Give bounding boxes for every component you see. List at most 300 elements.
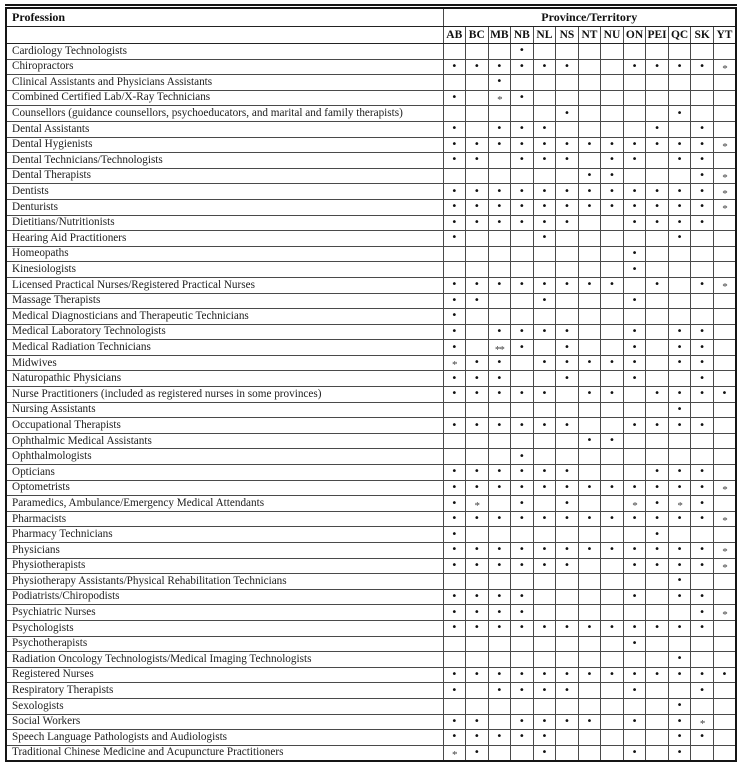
mark-cell-bc <box>466 168 489 184</box>
mark-cell-mb <box>488 511 511 527</box>
regulation-mark: • <box>654 528 660 540</box>
mark-cell-nt <box>578 371 601 387</box>
mark-cell-mb <box>488 59 511 75</box>
mark-cell-yt <box>713 340 736 356</box>
mark-cell-bc <box>466 75 489 91</box>
mark-cell-ab <box>443 121 466 137</box>
mark-cell-pei <box>646 75 669 91</box>
mark-cell-mb <box>488 324 511 340</box>
regulation-mark: • <box>541 747 548 759</box>
mark-cell-mb <box>488 496 511 512</box>
mark-cell-mb <box>488 714 511 730</box>
table-row <box>6 433 736 449</box>
table-row <box>6 543 736 559</box>
mark-cell-ab <box>443 402 466 418</box>
table-row <box>6 574 736 590</box>
column-header-nb: NB <box>511 27 534 44</box>
mark-cell-mb <box>488 387 511 403</box>
mark-cell-sk <box>691 698 714 714</box>
regulation-mark: • <box>631 372 638 384</box>
regulation-mark: • <box>541 294 548 306</box>
mark-cell-ns <box>556 511 579 527</box>
regulation-mark: • <box>609 622 615 634</box>
regulation-mark: • <box>451 591 458 603</box>
mark-cell-ns <box>556 371 579 387</box>
regulation-mark: • <box>563 622 570 634</box>
regulation-mark: • <box>496 325 503 337</box>
regulation-mark: • <box>563 341 570 353</box>
mark-cell-ab <box>443 418 466 434</box>
regulation-mark: • <box>586 170 593 182</box>
mark-cell-ab <box>443 324 466 340</box>
regulation-mark: • <box>699 216 706 228</box>
regulation-mark: • <box>586 185 593 197</box>
regulation-mark: • <box>654 60 660 72</box>
mark-cell-sk <box>691 605 714 621</box>
mark-cell-ab <box>443 730 466 746</box>
regulation-mark: • <box>473 185 480 197</box>
profession-cell: Medical Diagnosticians and Therapeutic Technicians <box>6 309 443 325</box>
mark-cell-nb <box>511 184 534 200</box>
mark-cell-nl <box>533 574 556 590</box>
regulation-mark: • <box>631 341 638 353</box>
profession-cell: Podiatrists/Chiropodists <box>6 589 443 605</box>
mark-cell-qc <box>668 636 691 652</box>
regulation-mark: • <box>676 107 683 119</box>
regulation-mark: • <box>563 325 570 337</box>
regulation-mark: • <box>451 513 458 525</box>
mark-cell-yt <box>713 371 736 387</box>
mark-cell-qc <box>668 683 691 699</box>
mark-cell-nt <box>578 75 601 91</box>
regulation-mark: • <box>699 388 706 400</box>
mark-cell-nt <box>578 153 601 169</box>
mark-cell-bc <box>466 698 489 714</box>
table-row <box>6 355 736 371</box>
regulation-mark: • <box>654 279 660 291</box>
regulation-mark: • <box>518 684 525 696</box>
mark-cell-sk <box>691 730 714 746</box>
mark-cell-nl <box>533 121 556 137</box>
mark-cell-mb <box>488 355 511 371</box>
mark-cell-pei <box>646 465 669 481</box>
mark-cell-sk <box>691 714 714 730</box>
mark-cell-on <box>623 262 646 278</box>
mark-cell-nb <box>511 667 534 683</box>
mark-cell-nb <box>511 558 534 574</box>
mark-cell-nt <box>578 527 601 543</box>
mark-cell-ab <box>443 714 466 730</box>
regulation-mark: • <box>654 559 660 571</box>
mark-cell-nt <box>578 246 601 262</box>
regulation-mark: • <box>631 669 638 681</box>
regulation-mark: • <box>451 544 458 556</box>
mark-cell-on <box>623 90 646 106</box>
mark-cell-nl <box>533 355 556 371</box>
regulation-mark: • <box>496 684 503 696</box>
regulation-mark: • <box>473 201 480 213</box>
mark-cell-nt <box>578 418 601 434</box>
table-row <box>6 652 736 668</box>
mark-cell-qc <box>668 714 691 730</box>
mark-cell-mb <box>488 402 511 418</box>
mark-cell-nl <box>533 402 556 418</box>
column-header-bc: BC <box>466 27 489 44</box>
mark-cell-bc <box>466 137 489 153</box>
mark-cell-sk <box>691 636 714 652</box>
regulation-mark: * <box>497 94 502 107</box>
mark-cell-mb <box>488 75 511 91</box>
mark-cell-on <box>623 667 646 683</box>
mark-cell-qc <box>668 589 691 605</box>
mark-cell-ns <box>556 433 579 449</box>
table-row <box>6 605 736 621</box>
regulation-mark: • <box>518 559 525 571</box>
mark-cell-ab <box>443 683 466 699</box>
mark-cell-nb <box>511 340 534 356</box>
regulation-mark: • <box>541 684 548 696</box>
mark-cell-yt <box>713 667 736 683</box>
regulation-mark: • <box>631 684 638 696</box>
mark-cell-bc <box>466 574 489 590</box>
regulation-mark: • <box>631 513 638 525</box>
table-row <box>6 402 736 418</box>
regulation-mark: • <box>631 248 638 260</box>
column-header-nl: NL <box>533 27 556 44</box>
empty-header-cell <box>6 27 443 44</box>
mark-cell-sk <box>691 745 714 761</box>
mark-cell-ab <box>443 59 466 75</box>
mark-cell-nl <box>533 480 556 496</box>
mark-cell-nl <box>533 449 556 465</box>
regulation-mark: • <box>473 544 480 556</box>
regulation-mark: • <box>676 653 683 665</box>
mark-cell-qc <box>668 698 691 714</box>
mark-cell-bc <box>466 90 489 106</box>
regulation-mark: • <box>518 216 525 228</box>
mark-cell-nu <box>601 714 624 730</box>
mark-cell-nb <box>511 371 534 387</box>
regulation-mark: • <box>699 669 706 681</box>
mark-cell-nb <box>511 44 534 60</box>
mark-cell-pei <box>646 698 669 714</box>
mark-cell-on <box>623 683 646 699</box>
mark-cell-mb <box>488 246 511 262</box>
mark-cell-nu <box>601 667 624 683</box>
mark-cell-yt <box>713 698 736 714</box>
mark-cell-bc <box>466 59 489 75</box>
regulation-mark: * <box>722 546 727 559</box>
mark-cell-ns <box>556 262 579 278</box>
mark-cell-nb <box>511 199 534 215</box>
mark-cell-ns <box>556 714 579 730</box>
mark-cell-bc <box>466 449 489 465</box>
mark-cell-on <box>623 449 646 465</box>
regulation-mark: • <box>631 747 638 759</box>
mark-cell-pei <box>646 137 669 153</box>
mark-cell-bc <box>466 496 489 512</box>
mark-cell-nl <box>533 511 556 527</box>
mark-cell-yt <box>713 75 736 91</box>
regulation-mark: • <box>654 185 660 197</box>
mark-cell-nb <box>511 480 534 496</box>
regulation-mark: • <box>676 559 683 571</box>
regulation-mark: • <box>541 715 548 727</box>
mark-cell-nb <box>511 215 534 231</box>
regulation-mark: • <box>586 388 593 400</box>
mark-cell-bc <box>466 683 489 699</box>
mark-cell-mb <box>488 418 511 434</box>
table-row <box>6 371 736 387</box>
mark-cell-on <box>623 543 646 559</box>
mark-cell-sk <box>691 246 714 262</box>
table-row <box>6 246 736 262</box>
mark-cell-nu <box>601 543 624 559</box>
regulation-mark: • <box>563 107 570 119</box>
mark-cell-on <box>623 558 646 574</box>
regulation-mark: • <box>518 388 525 400</box>
mark-cell-mb <box>488 558 511 574</box>
mark-cell-pei <box>646 574 669 590</box>
mark-cell-ab <box>443 449 466 465</box>
table-row <box>6 745 736 761</box>
regulation-mark: * <box>677 499 682 512</box>
mark-cell-nt <box>578 90 601 106</box>
mark-cell-on <box>623 511 646 527</box>
mark-cell-ns <box>556 683 579 699</box>
mark-cell-ns <box>556 246 579 262</box>
mark-cell-nt <box>578 449 601 465</box>
mark-cell-ns <box>556 355 579 371</box>
mark-cell-qc <box>668 371 691 387</box>
mark-cell-nb <box>511 496 534 512</box>
regulation-mark: • <box>699 731 706 743</box>
profession-cell: Registered Nurses <box>6 667 443 683</box>
mark-cell-nt <box>578 543 601 559</box>
mark-cell-ab <box>443 496 466 512</box>
mark-cell-sk <box>691 589 714 605</box>
mark-cell-yt <box>713 137 736 153</box>
table-row <box>6 589 736 605</box>
regulation-mark: • <box>721 388 728 400</box>
regulation-mark: • <box>518 154 525 166</box>
mark-cell-nt <box>578 433 601 449</box>
mark-cell-sk <box>691 558 714 574</box>
mark-cell-nt <box>578 511 601 527</box>
table-row <box>6 184 736 200</box>
mark-cell-nl <box>533 387 556 403</box>
mark-cell-nt <box>578 402 601 418</box>
regulation-mark: • <box>451 715 458 727</box>
mark-cell-nu <box>601 168 624 184</box>
regulation-mark: • <box>473 138 480 150</box>
mark-cell-ab <box>443 246 466 262</box>
regulation-mark: • <box>609 185 615 197</box>
mark-cell-on <box>623 75 646 91</box>
regulation-mark: • <box>518 419 525 431</box>
mark-cell-qc <box>668 309 691 325</box>
mark-cell-on <box>623 215 646 231</box>
mark-cell-qc <box>668 402 691 418</box>
mark-cell-ns <box>556 745 579 761</box>
regulation-mark: • <box>541 622 548 634</box>
table-row <box>6 449 736 465</box>
mark-cell-bc <box>466 636 489 652</box>
regulation-mark: • <box>676 403 683 415</box>
table-row <box>6 106 736 122</box>
regulation-mark: • <box>541 325 548 337</box>
mark-cell-nt <box>578 620 601 636</box>
mark-cell-sk <box>691 75 714 91</box>
mark-cell-bc <box>466 480 489 496</box>
mark-cell-pei <box>646 652 669 668</box>
profession-cell: Nursing Assistants <box>6 402 443 418</box>
table-row <box>6 387 736 403</box>
mark-cell-mb <box>488 605 511 621</box>
regulation-mark: • <box>541 232 548 244</box>
mark-cell-bc <box>466 527 489 543</box>
mark-cell-nl <box>533 137 556 153</box>
mark-cell-qc <box>668 558 691 574</box>
mark-cell-nb <box>511 262 534 278</box>
mark-cell-nl <box>533 496 556 512</box>
mark-cell-qc <box>668 262 691 278</box>
mark-cell-nu <box>601 137 624 153</box>
regulation-mark: • <box>654 513 660 525</box>
regulation-mark: • <box>563 419 570 431</box>
mark-cell-bc <box>466 199 489 215</box>
mark-cell-nb <box>511 387 534 403</box>
mark-cell-nb <box>511 730 534 746</box>
regulation-mark: • <box>496 419 503 431</box>
mark-cell-nu <box>601 59 624 75</box>
mark-cell-qc <box>668 106 691 122</box>
regulation-mark: • <box>541 481 548 493</box>
profession-cell: Medical Laboratory Technologists <box>6 324 443 340</box>
mark-cell-qc <box>668 168 691 184</box>
mark-cell-nu <box>601 44 624 60</box>
regulation-mark: * <box>722 140 727 153</box>
mark-cell-qc <box>668 433 691 449</box>
regulation-mark: • <box>654 622 660 634</box>
mark-cell-sk <box>691 59 714 75</box>
mark-cell-bc <box>466 605 489 621</box>
table-row <box>6 340 736 356</box>
mark-cell-nu <box>601 324 624 340</box>
mark-cell-nt <box>578 293 601 309</box>
mark-cell-pei <box>646 402 669 418</box>
regulation-mark: • <box>563 715 570 727</box>
mark-cell-nl <box>533 168 556 184</box>
mark-cell-ns <box>556 620 579 636</box>
regulation-mark: • <box>631 419 638 431</box>
regulation-mark: • <box>654 669 660 681</box>
mark-cell-nu <box>601 309 624 325</box>
mark-cell-mb <box>488 215 511 231</box>
column-header-mb: MB <box>488 27 511 44</box>
table-row <box>6 231 736 247</box>
mark-cell-qc <box>668 418 691 434</box>
regulation-mark: • <box>473 60 480 72</box>
regulation-mark: • <box>586 544 593 556</box>
mark-cell-qc <box>668 340 691 356</box>
mark-cell-nu <box>601 465 624 481</box>
table-row <box>6 44 736 60</box>
mark-cell-nu <box>601 402 624 418</box>
table-row <box>6 698 736 714</box>
profession-cell: Counsellors (guidance counsellors, psychoeducators, and marital and family therapists) <box>6 106 443 122</box>
regulation-mark: • <box>451 185 458 197</box>
mark-cell-nb <box>511 745 534 761</box>
regulation-mark: • <box>541 201 548 213</box>
mark-cell-yt <box>713 387 736 403</box>
regulation-mark: • <box>451 294 458 306</box>
regulation-mark: • <box>451 123 458 135</box>
mark-cell-bc <box>466 44 489 60</box>
regulation-mark: • <box>631 544 638 556</box>
regulation-mark: • <box>563 669 570 681</box>
mark-cell-nb <box>511 168 534 184</box>
regulation-mark: • <box>518 279 525 291</box>
mark-cell-ab <box>443 293 466 309</box>
mark-cell-ns <box>556 558 579 574</box>
mark-cell-nb <box>511 465 534 481</box>
table-row <box>6 558 736 574</box>
regulation-mark: • <box>721 669 728 681</box>
regulation-mark: • <box>699 201 706 213</box>
mark-cell-nb <box>511 714 534 730</box>
regulation-mark: • <box>541 216 548 228</box>
mark-cell-pei <box>646 605 669 621</box>
regulation-mark: • <box>563 481 570 493</box>
table-row <box>6 527 736 543</box>
mark-cell-bc <box>466 106 489 122</box>
regulation-mark: • <box>473 747 480 759</box>
mark-cell-nu <box>601 589 624 605</box>
mark-cell-bc <box>466 277 489 293</box>
mark-cell-nb <box>511 277 534 293</box>
mark-cell-nt <box>578 277 601 293</box>
mark-cell-nt <box>578 574 601 590</box>
mark-cell-qc <box>668 137 691 153</box>
mark-cell-nl <box>533 527 556 543</box>
mark-cell-yt <box>713 59 736 75</box>
regulation-mark: • <box>518 325 525 337</box>
mark-cell-nt <box>578 480 601 496</box>
mark-cell-pei <box>646 620 669 636</box>
mark-cell-nu <box>601 636 624 652</box>
regulation-mark: • <box>676 419 683 431</box>
mark-cell-mb <box>488 698 511 714</box>
mark-cell-ns <box>556 574 579 590</box>
mark-cell-yt <box>713 153 736 169</box>
mark-cell-ab <box>443 480 466 496</box>
mark-cell-qc <box>668 153 691 169</box>
regulation-mark: • <box>451 669 458 681</box>
mark-cell-mb <box>488 231 511 247</box>
mark-cell-yt <box>713 589 736 605</box>
mark-cell-nb <box>511 589 534 605</box>
mark-cell-nt <box>578 137 601 153</box>
mark-cell-ns <box>556 698 579 714</box>
mark-cell-ab <box>443 44 466 60</box>
regulation-mark: • <box>654 481 660 493</box>
mark-cell-qc <box>668 199 691 215</box>
regulation-mark: • <box>699 684 706 696</box>
mark-cell-ns <box>556 667 579 683</box>
table-row <box>6 168 736 184</box>
mark-cell-nu <box>601 558 624 574</box>
